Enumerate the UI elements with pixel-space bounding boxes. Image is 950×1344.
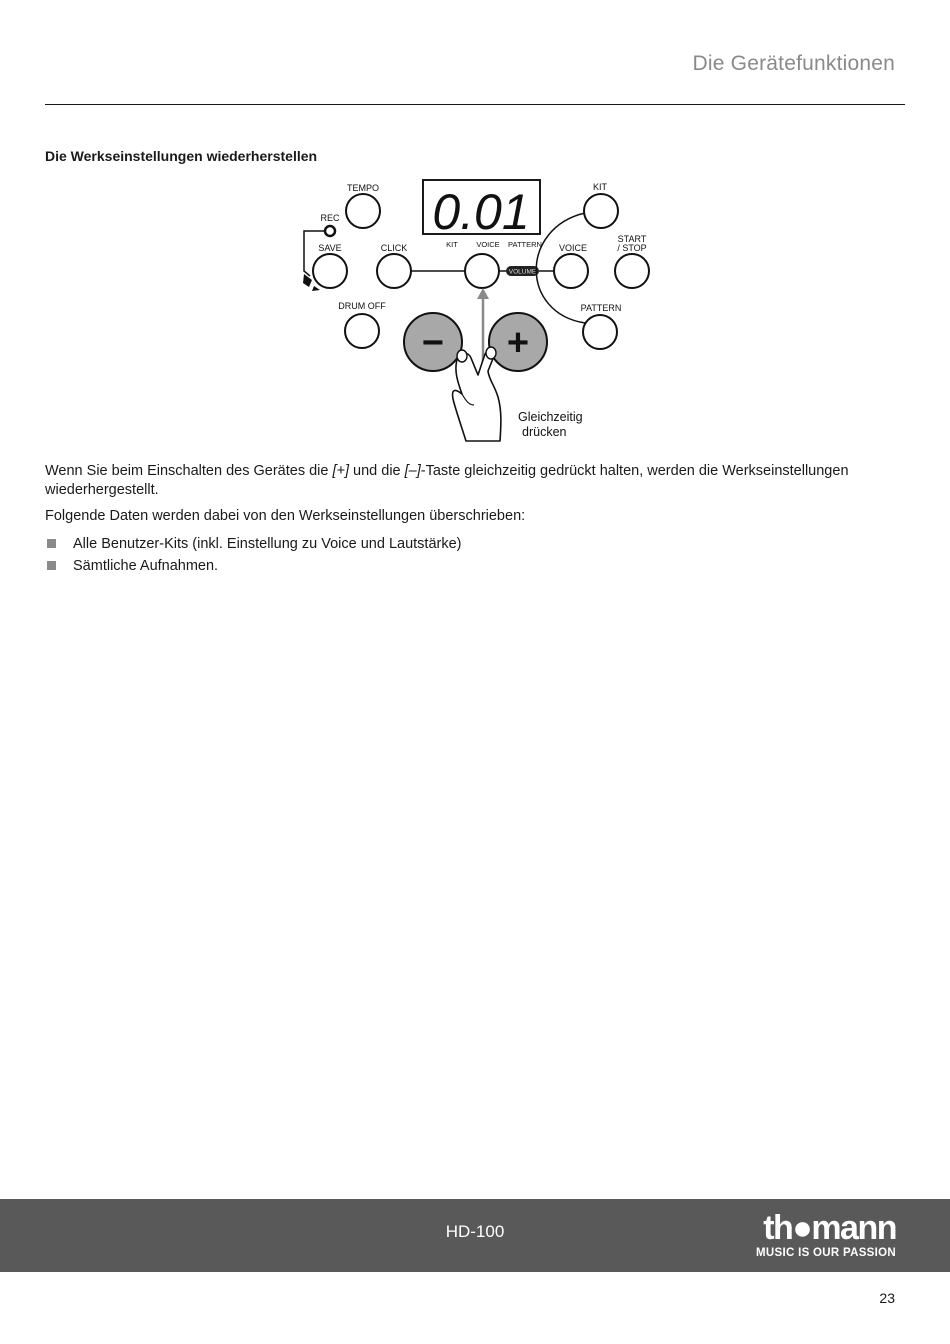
start-stop-button bbox=[615, 254, 649, 288]
label-voice: VOICE bbox=[558, 243, 588, 253]
header-rule bbox=[45, 104, 905, 105]
voice-button bbox=[554, 254, 588, 288]
rec-indicator bbox=[325, 226, 335, 236]
list-item: Sämtliche Aufnahmen. bbox=[45, 556, 461, 578]
brand-wordmark: th●mann bbox=[763, 1209, 896, 1247]
footer-bar bbox=[0, 1199, 950, 1272]
display-label-voice: VOICE bbox=[476, 240, 500, 249]
hand-icon bbox=[453, 351, 501, 441]
kit-button bbox=[584, 194, 618, 228]
label-tempo: TEMPO bbox=[346, 183, 380, 193]
control-panel-figure bbox=[290, 173, 670, 453]
fingertip-right bbox=[486, 347, 496, 359]
click-button bbox=[377, 254, 411, 288]
display-label-kit: KIT bbox=[446, 240, 458, 249]
label-click: CLICK bbox=[380, 243, 408, 253]
page-header-title: Die Gerätefunktionen bbox=[692, 52, 895, 75]
label-save: SAVE bbox=[318, 243, 342, 253]
caption-line-2: drücken bbox=[522, 425, 567, 439]
brand-logo bbox=[736, 1211, 896, 1259]
label-pattern: PATTERN bbox=[580, 303, 622, 313]
save-button bbox=[313, 254, 347, 288]
list-item: Alle Benutzer-Kits (inkl. Einstellung zu Voice und Lautstärke) bbox=[45, 534, 461, 556]
tempo-button bbox=[346, 194, 380, 228]
square-bullet-icon bbox=[47, 561, 56, 570]
drum-off-button bbox=[345, 314, 379, 348]
pattern-button bbox=[583, 315, 617, 349]
minus-symbol: − bbox=[421, 322, 445, 364]
model-name: HD-100 bbox=[445, 1222, 505, 1241]
label-stop: / STOP bbox=[617, 243, 647, 253]
display-readout: 0.01 bbox=[432, 184, 530, 240]
label-drum-off: DRUM OFF bbox=[338, 301, 386, 311]
volume-label: VOLUME bbox=[508, 268, 537, 276]
page-number: 23 bbox=[879, 1290, 895, 1306]
arrow-head bbox=[477, 288, 489, 299]
label-kit: KIT bbox=[592, 182, 608, 192]
section-heading: Die Werkseinstellungen wiederherstellen bbox=[45, 148, 318, 164]
brand-tagline: MUSIC IS OUR PASSION bbox=[756, 1247, 896, 1259]
label-start: START bbox=[617, 234, 647, 244]
overwrite-intro-paragraph: Folgende Daten werden dabei von den Werkseinstellungen überschrieben: bbox=[45, 508, 526, 524]
center-voice-button bbox=[465, 254, 499, 288]
instruction-paragraph: Wenn Sie beim Einschalten des Gerätes die [+] und die [–]-Taste gleichzeitig gedrückt halten, werden die Werkseinstellungen wiederhergestellt. bbox=[45, 463, 849, 498]
caption-line-1: Gleichzeitig bbox=[518, 410, 583, 424]
plus-symbol: + bbox=[506, 322, 530, 364]
label-rec: REC bbox=[320, 213, 340, 223]
minus-key-ref: [–] bbox=[404, 463, 421, 479]
plus-key-ref: [+] bbox=[332, 463, 350, 479]
square-bullet-icon bbox=[47, 539, 56, 548]
display-label-pattern: PATTERN bbox=[508, 240, 542, 249]
overwrite-list bbox=[45, 534, 461, 577]
fingertip-left bbox=[457, 350, 467, 362]
